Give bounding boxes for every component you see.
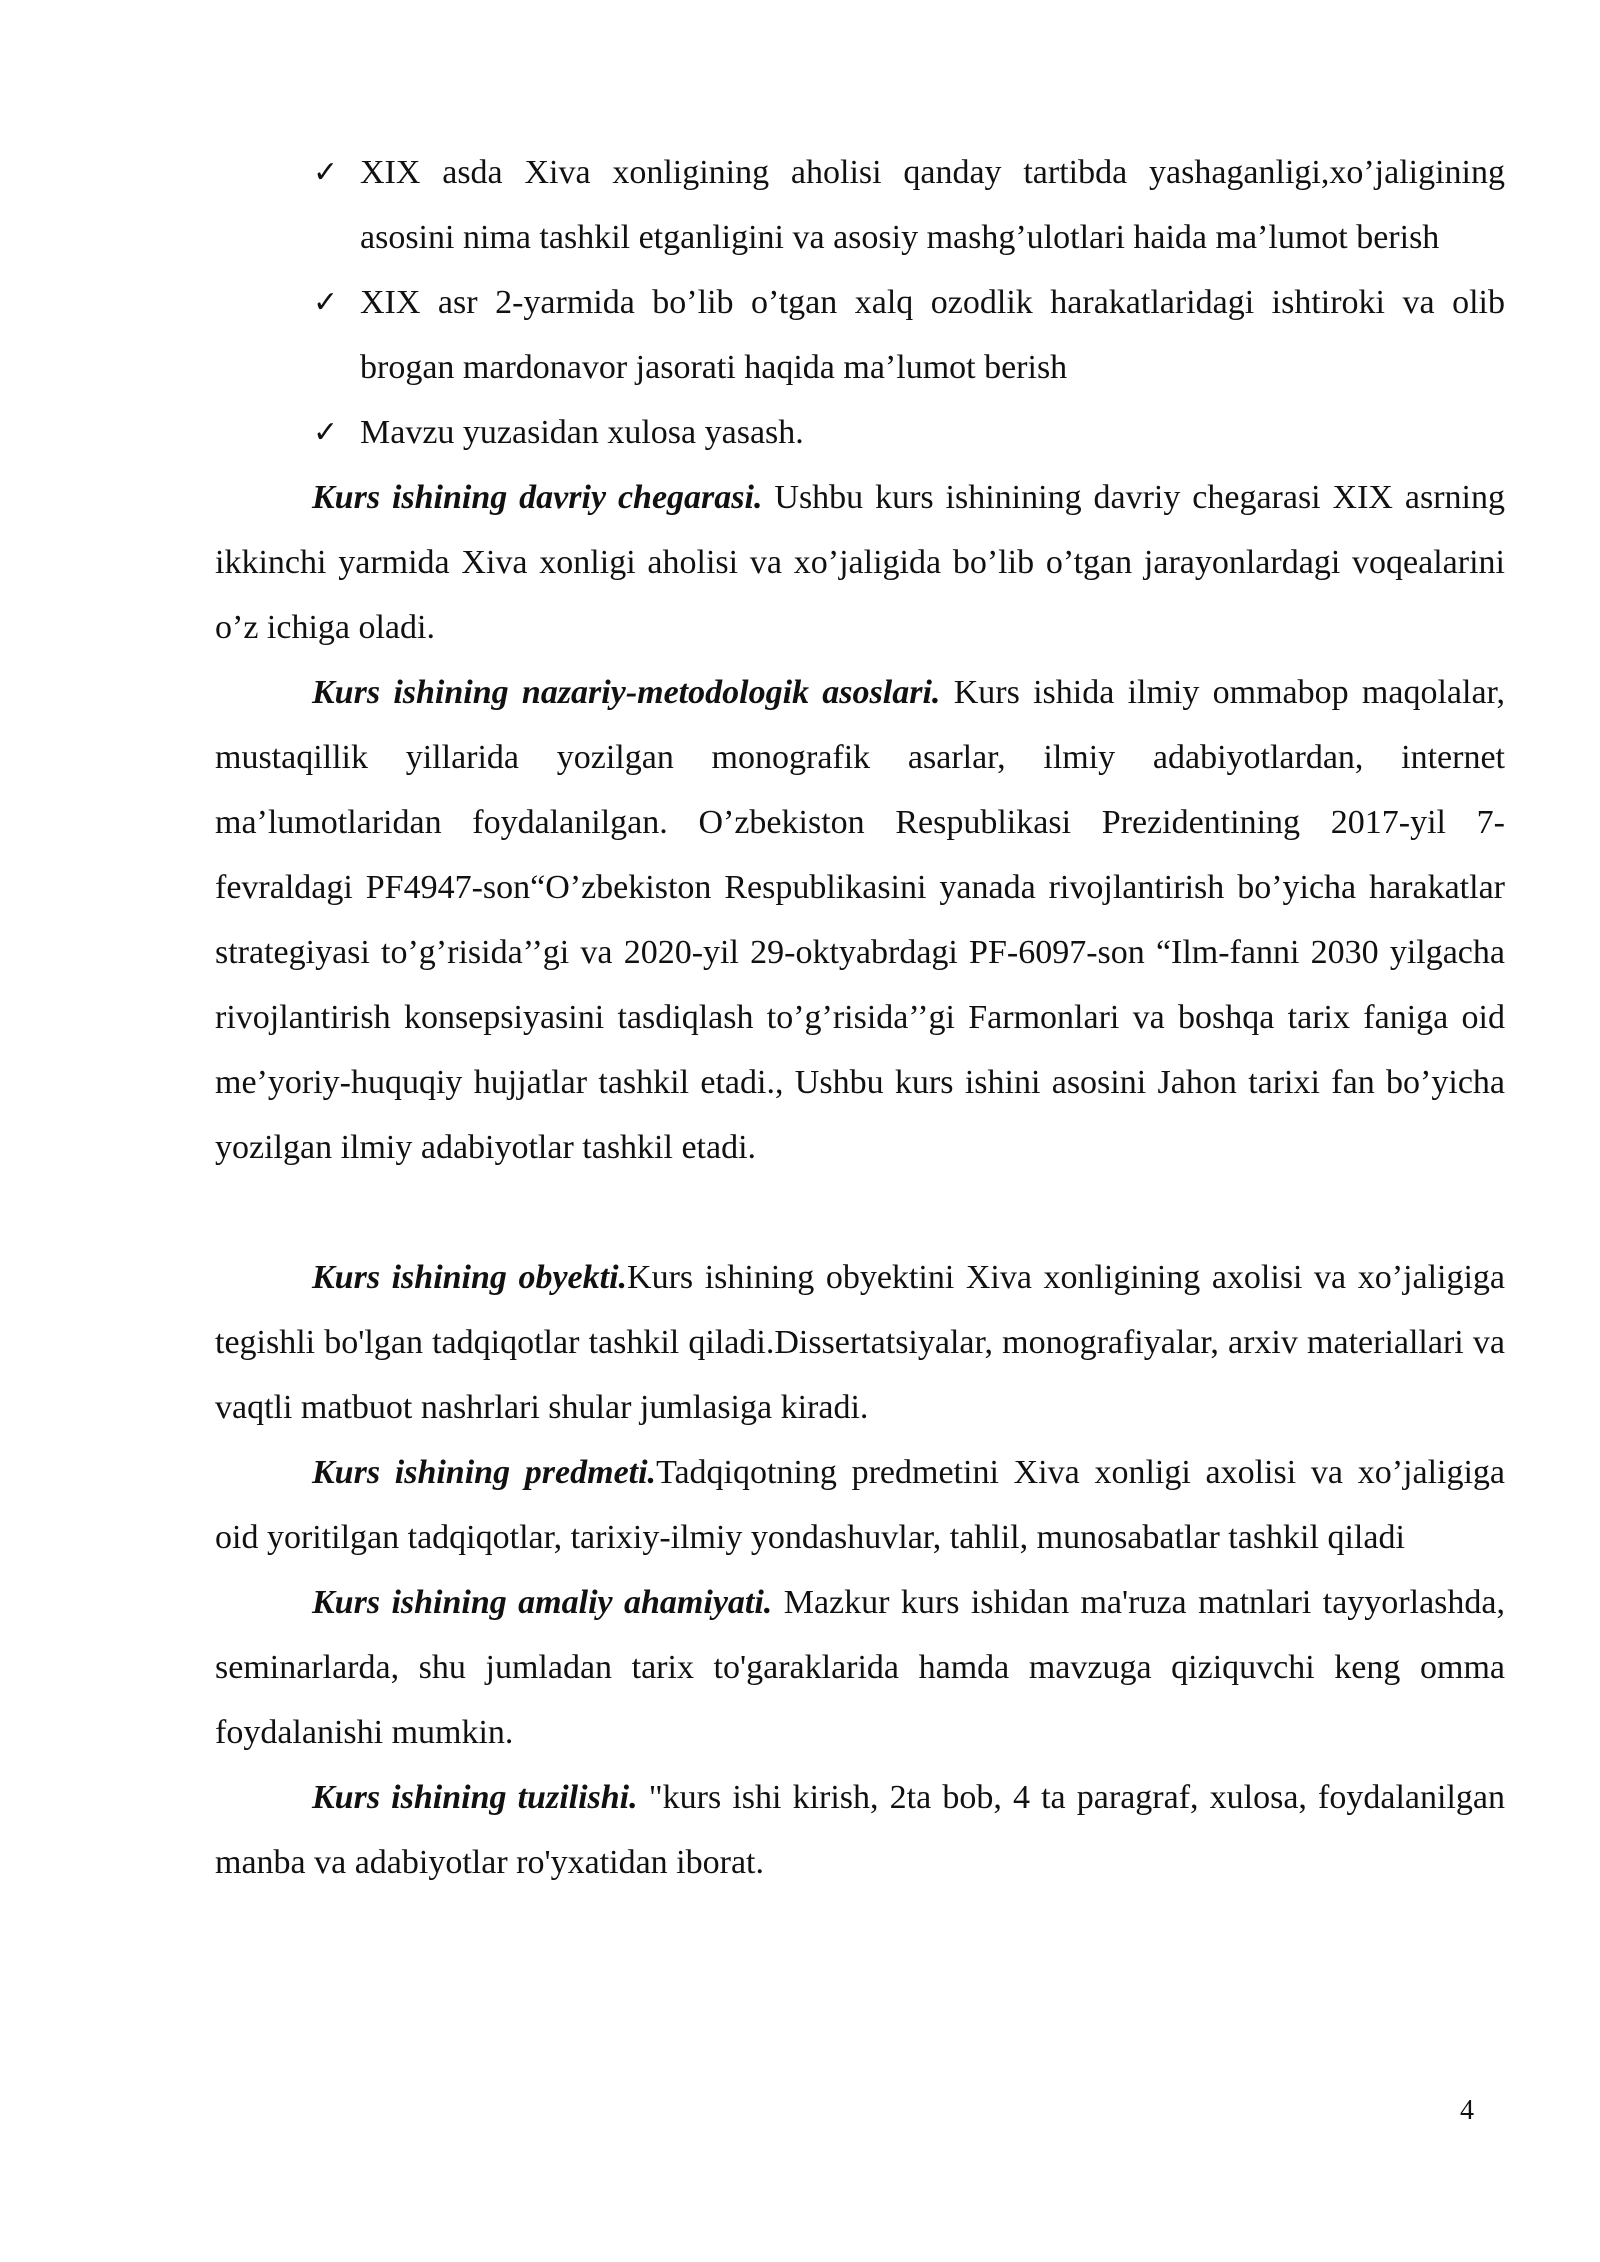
paragraph-text: "kurs ishi kirish, 2ta bob, 4 ta paragraf, xulosa, foydalanilgan manba va adabiyotlar ro'yxatidan iborat. (215, 1779, 1505, 1881)
paragraph-time-frame (215, 465, 1505, 660)
paragraph-lead: Kurs ishining amaliy ahamiyati. (312, 1584, 773, 1621)
paragraph-lead: Kurs ishining predmeti. (312, 1454, 657, 1491)
paragraph-text: Kurs ishining obyektini Xiva xonligining axolisi va xo’jaligiga tegishli bo'lgan tadqiqotlar tashkil qiladi.Dissertatsiyalar, monografiyalar, arxiv materiallari va vaqtli matbuot nashrlari shular jumlasiga kiradi. (215, 1259, 1505, 1426)
list-item-text: XIX asr 2-yarmida bo’lib o’tgan xalq ozodlik harakatlaridagi ishtiroki va olib brogan mardonavor jasorati haqida ma’lumot berish (360, 284, 1505, 386)
paragraph-lead: Kurs ishining davriy chegarasi. (312, 479, 763, 516)
paragraph-practical-value (215, 1570, 1505, 1765)
paragraph-structure (215, 1765, 1505, 1895)
list-item-text: Mavzu yuzasidan xulosa yasash. (360, 414, 804, 451)
paragraph-subject (215, 1440, 1505, 1570)
paragraph-lead: Kurs ishining nazariy-metodologik asoslari. (312, 674, 941, 711)
checkmark-icon: ✓ (313, 155, 339, 190)
objectives-list (215, 140, 1505, 465)
list-item-text: XIX asda Xiva xonligining aholisi qanday tartibda yashaganligi,xo’jaligining asosini nima tashkil etganligini va asosiy mashg’ulotlari haida ma’lumot berish (360, 154, 1505, 256)
paragraph-object (215, 1245, 1505, 1440)
list-item (215, 140, 1505, 270)
paragraph-text: Kurs ishida ilmiy ommabop maqolalar, mustaqillik yillarida yozilgan monografik asarlar, ilmiy adabiyotlardan, internet ma’lumotlaridan foydalanilgan. O’zbekiston Respublikasi Prezidentining 2017-yil 7-fevraldagi PF4947-son“O’zbekiston Respublikasini yanada rivojlantirish bo’yicha harakatlar strategiyasi to’g’risida’’gi va 2020-yil 29-oktyabrdagi PF-6097-son “Ilm-fanni 2030 yilgacha rivojlantirish konsepsiyasini tasdiqlash to’g’risida’’gi Farmonlari va boshqa tarix faniga oid me’yoriy-huquqiy hujjatlar tashkil etadi., Ushbu kurs ishini asosini Jahon tarixi fan bo’yicha yozilgan ilmiy adabiyotlar tashkil etadi. (215, 674, 1505, 1166)
list-item (215, 400, 1505, 465)
checkmark-icon: ✓ (313, 285, 339, 320)
page-content (215, 140, 1505, 1895)
blank-line (215, 1180, 1505, 1245)
paragraph-lead: Kurs ishining tuzilishi. (312, 1779, 638, 1816)
paragraph-text: Mazkur kurs ishidan ma'ruza matnlari tayyorlashda, seminarlarda, shu jumladan tarix to'garaklarida hamda mavzuga qiziquvchi keng omma foydalanishi mumkin. (215, 1584, 1505, 1751)
paragraph-lead: Kurs ishining obyekti. (312, 1259, 628, 1296)
list-item (215, 270, 1505, 400)
checkmark-icon: ✓ (313, 415, 339, 450)
paragraph-text: Ushbu kurs ishinining davriy chegarasi XIX asrning ikkinchi yarmida Xiva xonligi aholisi va xo’jaligida bo’lib o’tgan jarayonlardagi voqealarini o’z ichiga oladi. (215, 479, 1505, 646)
paragraph-methodology (215, 660, 1505, 1180)
paragraph-text: Tadqiqotning predmetini Xiva xonligi axolisi va xo’jaligiga oid yoritilgan tadqiqotlar, tarixiy-ilmiy yondashuvlar, tahlil, munosabatlar tashkil qiladi (215, 1454, 1505, 1556)
page-number: 4 (1460, 2095, 1474, 2126)
